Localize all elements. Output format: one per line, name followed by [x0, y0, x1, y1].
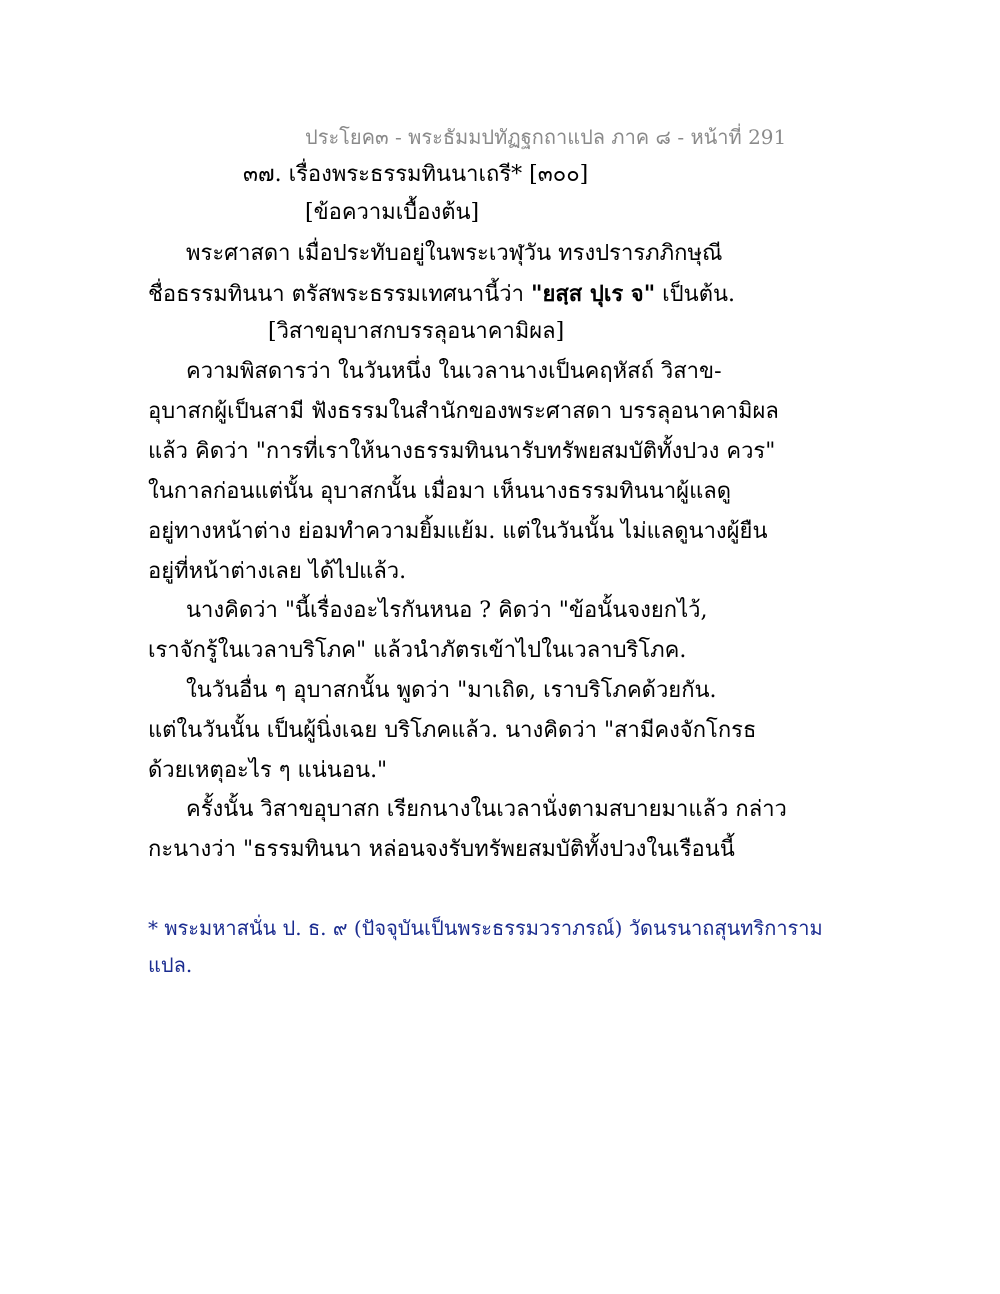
- pali-quote: "ยสฺส ปุเร จ": [530, 281, 656, 307]
- section-heading-intro: [ข้อความเบื้องต้น]: [305, 200, 480, 225]
- story-title: ๓๗. เรื่องพระธรรมทินนาเถรี* [๓๐๐]: [243, 162, 589, 187]
- paragraph-4-line-2: แต่ในวันนั้น เป็นผู้นิ่งเฉย บริโภคแล้ว. นางคิดว่า "สามีคงจักโกรธ: [148, 718, 757, 743]
- paragraph-2-line-3: แล้ว คิดว่า "การที่เราให้นางธรรมทินนารับทรัพยสมบัติทั้งปวง ควร": [148, 439, 776, 464]
- paragraph-1-line-2-end: เป็นต้น.: [655, 282, 736, 307]
- paragraph-5-line-1: ครั้งนั้น วิสาขอุบาสก เรียกนางในเวลานั่งตามสบายมาแล้ว กล่าว: [186, 797, 787, 822]
- paragraph-3-line-1: นางคิดว่า "นี้เรื่องอะไรกันหนอ ? คิดว่า "ข้อนั้นจงยกไว้,: [186, 598, 708, 623]
- paragraph-1-line-1: พระศาสดา เมื่อประทับอยู่ในพระเวฬุวัน ทรงปรารภภิกษุณี: [186, 241, 723, 266]
- paragraph-2-line-4: ในกาลก่อนแต่นั้น อุบาสกนั้น เมื่อมา เห็นนางธรรมทินนาผู้แลดู: [148, 479, 732, 504]
- paragraph-4-line-3: ด้วยเหตุอะไร ๆ แน่นอน.": [148, 758, 388, 783]
- page-header: ประโยค๓ - พระธัมมปทัฏฐกถาแปล ภาค ๘ - หน้าที่ 291: [305, 125, 787, 149]
- paragraph-4-line-1: ในวันอื่น ๆ อุบาสกนั้น พูดว่า "มาเถิด, เราบริโภคด้วยกัน.: [186, 678, 717, 703]
- section-heading-anagami: [วิสาขอุบาสกบรรลุอนาคามิผล]: [268, 319, 565, 344]
- paragraph-2-line-5: อยู่ทางหน้าต่าง ย่อมทำความยิ้มแย้ม. แต่ในวันนั้น ไม่แลดูนางผู้ยืน: [148, 519, 768, 544]
- paragraph-2-line-1: ความพิสดารว่า ในวันหนึ่ง ในเวลานางเป็นคฤหัสถ์ วิสาข-: [186, 359, 722, 384]
- paragraph-5-line-2: กะนางว่า "ธรรมทินนา หล่อนจงรับทรัพยสมบัติทั้งปวงในเรือนนี้: [148, 837, 735, 862]
- paragraph-1-line-2: [148, 279, 735, 310]
- paragraph-3-line-2: เราจักรู้ในเวลาบริโภค" แล้วนำภัตรเข้าไปในเวลาบริโภค.: [148, 638, 687, 663]
- paragraph-2-line-2: อุบาสกผู้เป็นสามี ฟังธรรมในสำนักของพระศาสดา บรรลุอนาคามิผล: [148, 399, 779, 424]
- paragraph-2-line-6: อยู่ที่หน้าต่างเลย ได้ไปแล้ว.: [148, 559, 407, 584]
- footnote-line-1: * พระมหาสนั่น ป. ธ. ๙ (ปัจจุบันเป็นพระธรรมวราภรณ์) วัดนรนาถสุนทริการาม: [148, 916, 823, 940]
- footnote-line-2: แปล.: [148, 953, 193, 977]
- paragraph-1-line-2-text: ชื่อธรรมทินนา ตรัสพระธรรมเทศนานี้ว่า: [148, 282, 531, 307]
